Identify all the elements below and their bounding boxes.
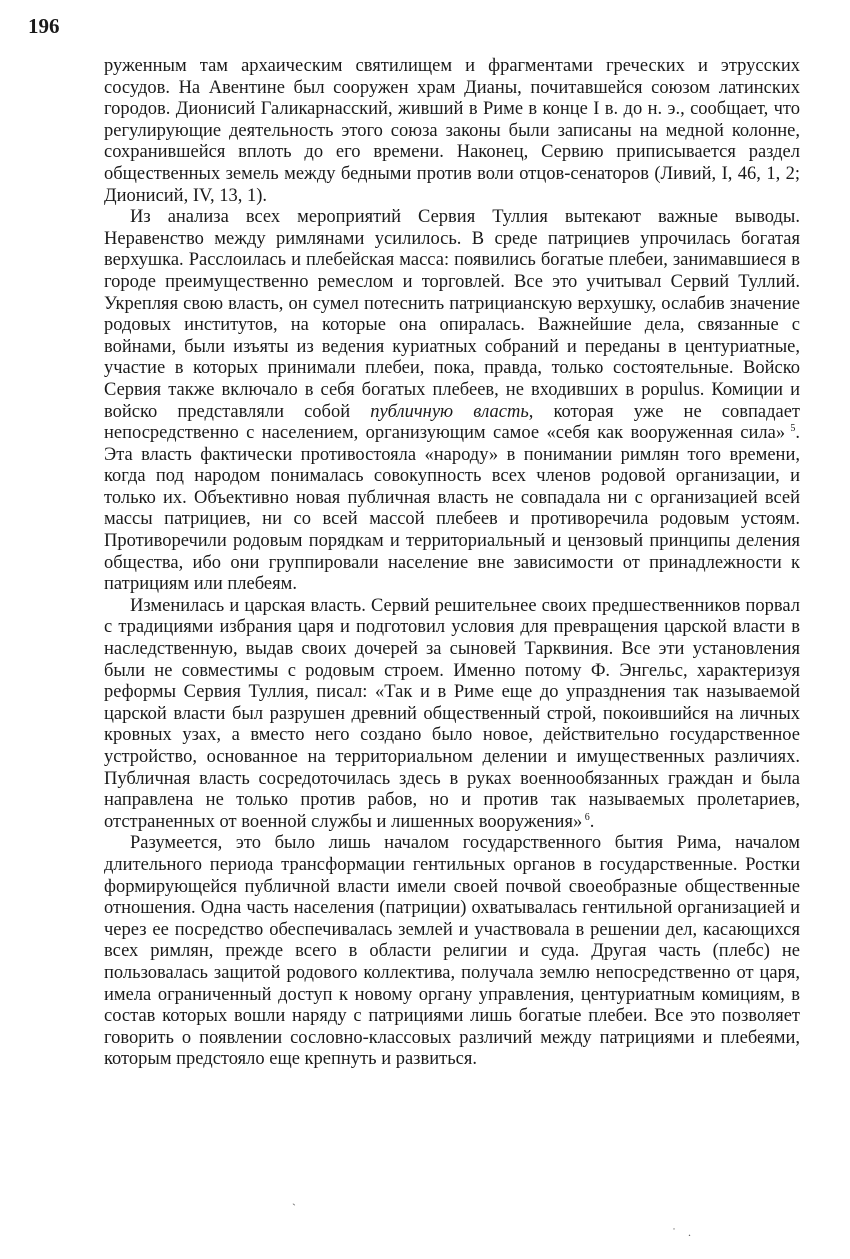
footnote-ref: 6 [582, 811, 590, 823]
scan-speck: ˏ [292, 1192, 296, 1206]
text-run: , которая уже не совпадает непосредственно с населением, организующим самое «себя как вооруженная сила» [104, 401, 800, 444]
text-run: . [589, 811, 595, 832]
text-run: руженным там архаическим святилищем и фрагментами греческих и этрусских сосудов. На Авентине был сооружен храм Дианы, почитавшейся союзом латинских городов. Дионисий Галикарнасский, живший в Риме в конце I в. до н. э., сообщает, что регулирующие деятельность этого союза законы были записаны на медной колонне, сохранившейся вплоть до его времени. Наконец, Сервию приписывается раздел общественных земель между бедными против воли отцов-сенаторов (Ливий, I, 46, 1, 2; Дионисий, IV, 13, 1). [104, 56, 800, 206]
text-run: Из анализа всех мероприятий Сервия Туллия вытекают важные выводы. Неравенство между римлянами усилилось. В среде патрициев упрочилась богатая верхушка. Расслоилась и плебейская масса: появились богатые плебеи, занимавшиеся в городе преимущественно ремеслом и торговлей. Все это учитывал Сервий Туллий. Укрепляя свою власть, он сумел потеснить патрицианскую верхушку, ослабив значение родовых институтов, на которые она опиралась. Важнейшие дела, связанные с войнами, были изъяты из ведения куриатных собраний и переданы в центуриатные, участие в которых принимали плебеи, пока, правда, только состоятельные. Войско Сервия также включало в себя богатых плебеев, не входивших в populus. Комиции и войско представляли собой [104, 207, 800, 422]
body-text [104, 56, 800, 1071]
page-number: 196 [28, 14, 60, 38]
paragraph-3 [104, 596, 800, 834]
paragraph-1 [104, 56, 800, 207]
paragraph-4 [104, 833, 800, 1071]
paragraph-2 [104, 207, 800, 596]
text-run: Разумеется, это было лишь началом государственного бытия Рима, началом длительного периода трансформации гентильных органов в государственные. Ростки формирующейся публичной власти имели своей почвой своеобразные общественные отношения. Одна часть населения (патриции) охватывалась гентильной организацией и через ее посредство обеспечивалась землей и участвовала в решении дел, касающихся всех римлян, прежде всего в области религии и суда. Другая часть (плебс) не пользовалась защитой родового коллектива, получала землю непосредственно от царя, имела ограниченный доступ к новому органу управления, центуриатным комициям, в состав которых вошли наряду с патрициями лишь богатые плебеи. Все это позволяет говорить о появлении сословно-классовых различий между патрициями и плебеями, которым предстояло еще крепнуть и развиться. [104, 833, 800, 1070]
scan-speck: ˙ [672, 1225, 676, 1239]
text-run: Изменилась и царская власть. Сервий решительнее своих предшественников порвал с традициями избрания царя и подготовил условия для превращения царской власти в наследственную, выдав своих дочерей за сыновей Тарквиния. Все эти установления были не совместимы с родовым строем. Именно потому Ф. Энгельс, характеризуя реформы Сервия Туллия, писал: «Так и в Риме еще до упразднения так называемой царской власти был разрушен древний общественный строй, покоившийся на личных кровных узах, а вместо него создано было новое, действительно государственное устройство, основанное на территориальном делении и имущественных различиях. Публичная власть сосредоточилась здесь в руках военнообязанных граждан и была направлена не только против рабов, но и против так называемых пролетариев, отстраненных от военной службы и лишенных вооружения» [104, 595, 800, 832]
italic-term: публичную власть [370, 401, 529, 422]
footnote-ref: 5 [785, 422, 796, 434]
scan-speck: . [688, 1225, 691, 1239]
text-run: . Эта власть фактически противостояла «народу» в понимании римлян того времени, когда под народом понималась совокупность всех членов родовой организации, и только их. Объективно новая публичная власть не совпадала ни с организацией всей массы патрициев, ни со всей массой плебеев и противоречила родовым устоям. Противоречили родовым порядкам и территориальный и цензовый принципы деления общества, ибо они группировали население вне зависимости от принадлежности к патрициям или плебеям. [104, 423, 800, 595]
